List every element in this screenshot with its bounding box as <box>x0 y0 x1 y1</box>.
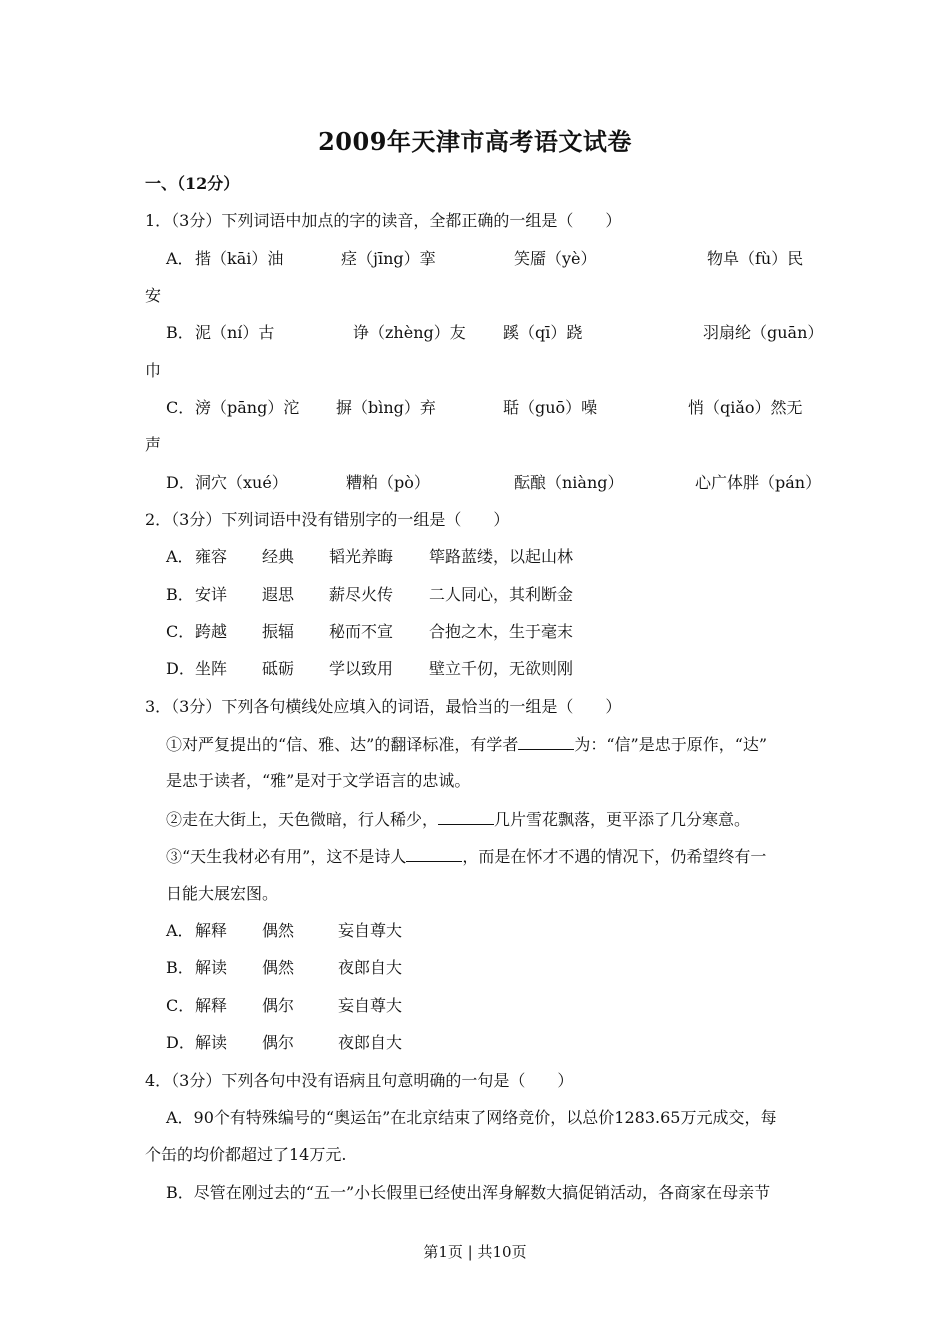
option-label: C． <box>166 398 195 417</box>
option-label: C． <box>166 622 195 641</box>
sentence-1 <box>166 733 767 756</box>
question-4-stem: 4．（3分）下列各句中没有语病且句意明确的一句是（ ） <box>145 1071 574 1090</box>
option-item: 滂（pāng）沱 <box>195 398 300 417</box>
option-item: 糟粕（pò） <box>346 473 430 492</box>
sentence-text: ，而是在怀才不遇的情况下，仍希望终有一 <box>462 847 767 866</box>
option-item: 解释 <box>195 996 228 1015</box>
option-item: 洞穴（xué） <box>195 473 288 492</box>
page-footer: 第1页 | 共10页 <box>423 1243 527 1261</box>
option-item-continuation: 安 <box>145 286 162 305</box>
option-item: 学以致用 <box>329 659 394 678</box>
option-item: 安详 <box>195 585 228 604</box>
option-label: D． <box>166 473 195 492</box>
option-item: 偶然 <box>262 958 295 977</box>
fill-blank <box>438 808 494 825</box>
option-item: 聒（guō）噪 <box>503 398 598 417</box>
option-item: 雍容 <box>195 547 228 566</box>
option-item: 悄（qiǎo）然无 <box>688 398 803 417</box>
q4-option-a-cont: 个缶的均价都超过了14万元. <box>145 1145 347 1164</box>
sentence-2 <box>166 808 750 831</box>
option-label: A． <box>166 547 194 566</box>
q4-option-a: A．90个有特殊编号的“奥运缶”在北京结束了网络竞价，以总价1283.65万元成交，每 <box>166 1108 777 1127</box>
option-item: 砥砺 <box>262 659 295 678</box>
option-item: 诤（zhèng）友 <box>353 323 466 342</box>
sentence-text: 几片雪花飘落，更平添了几分寒意。 <box>494 810 751 829</box>
option-item: 揩（kāi）油 <box>195 249 284 268</box>
option-item: 经典 <box>262 547 295 566</box>
option-item: 合抱之木，生于毫末 <box>429 622 574 641</box>
fill-blank <box>518 733 574 750</box>
option-item: 解读 <box>195 1033 228 1052</box>
option-item: 泥（ní）古 <box>195 323 275 342</box>
option-label: B． <box>166 958 194 977</box>
option-item-continuation: 声 <box>145 435 162 454</box>
option-item: 坐阵 <box>195 659 228 678</box>
option-label: A． <box>166 249 194 268</box>
option-label: B． <box>166 323 194 342</box>
option-item: 羽扇纶（guān） <box>703 323 824 342</box>
question-1-stem: 1．（3分）下列词语中加点的字的读音，全都正确的一组是（ ） <box>145 211 622 230</box>
page-title: 2009年天津市高考语文试卷 <box>318 127 632 156</box>
sentence-text: ①对严复提出的“信、雅、达”的翻译标准，有学者 <box>166 735 519 754</box>
option-item: 偶尔 <box>262 1033 295 1052</box>
option-label: A． <box>166 921 194 940</box>
option-item: 酝酿（niàng） <box>514 473 624 492</box>
option-item: 夜郎自大 <box>338 1033 403 1052</box>
option-item: 物阜（fù）民 <box>707 249 804 268</box>
section-heading: 一、（12分） <box>145 174 240 193</box>
sentence-1-cont: 是忠于读者，“雅”是对于文学语言的忠诚。 <box>166 771 471 790</box>
sentence-text: 为：“信”是忠于原作，“达” <box>574 735 768 754</box>
question-3-stem: 3．（3分）下列各句横线处应填入的词语，最恰当的一组是（ ） <box>145 697 622 716</box>
sentence-3-cont: 日能大展宏图。 <box>166 884 279 903</box>
option-item: 壁立千仞，无欲则刚 <box>429 659 574 678</box>
sentence-text: ②走在大街上，天色微暗，行人稀少， <box>166 810 439 829</box>
option-item: 韬光养晦 <box>329 547 394 566</box>
option-item: 心广体胖（pán） <box>695 473 822 492</box>
option-item-continuation: 巾 <box>145 361 162 380</box>
option-item: 偶然 <box>262 921 295 940</box>
question-2-stem: 2．（3分）下列词语中没有错别字的一组是（ ） <box>145 510 510 529</box>
option-item: 振辐 <box>262 622 295 641</box>
option-label: C． <box>166 996 195 1015</box>
option-label: D． <box>166 1033 195 1052</box>
option-item: 秘而不宣 <box>329 622 394 641</box>
option-item: 笑靥（yè） <box>514 249 597 268</box>
option-item: 妄自尊大 <box>338 921 403 940</box>
option-item: 二人同心，其利断金 <box>429 585 574 604</box>
option-item: 妄自尊大 <box>338 996 403 1015</box>
option-item: 偶尔 <box>262 996 295 1015</box>
option-label: B． <box>166 585 194 604</box>
q4-option-b: B．尽管在刚过去的“五一”小长假里已经使出浑身解数大搞促销活动，各商家在母亲节 <box>166 1183 771 1202</box>
option-item: 痉（jīng）挛 <box>341 249 436 268</box>
sentence-text: ③“天生我材必有用”，这不是诗人 <box>166 847 407 866</box>
option-item: 蹊（qī）跷 <box>503 323 583 342</box>
option-item: 遐思 <box>262 585 295 604</box>
option-item: 摒（bìng）弃 <box>336 398 436 417</box>
option-item: 薪尽火传 <box>329 585 394 604</box>
option-item: 筚路蓝缕，以起山林 <box>429 547 574 566</box>
option-item: 解释 <box>195 921 228 940</box>
sentence-3 <box>166 845 766 868</box>
option-item: 跨越 <box>195 622 228 641</box>
option-item: 解读 <box>195 958 228 977</box>
option-item: 夜郎自大 <box>338 958 403 977</box>
fill-blank <box>406 845 462 862</box>
option-label: D． <box>166 659 195 678</box>
